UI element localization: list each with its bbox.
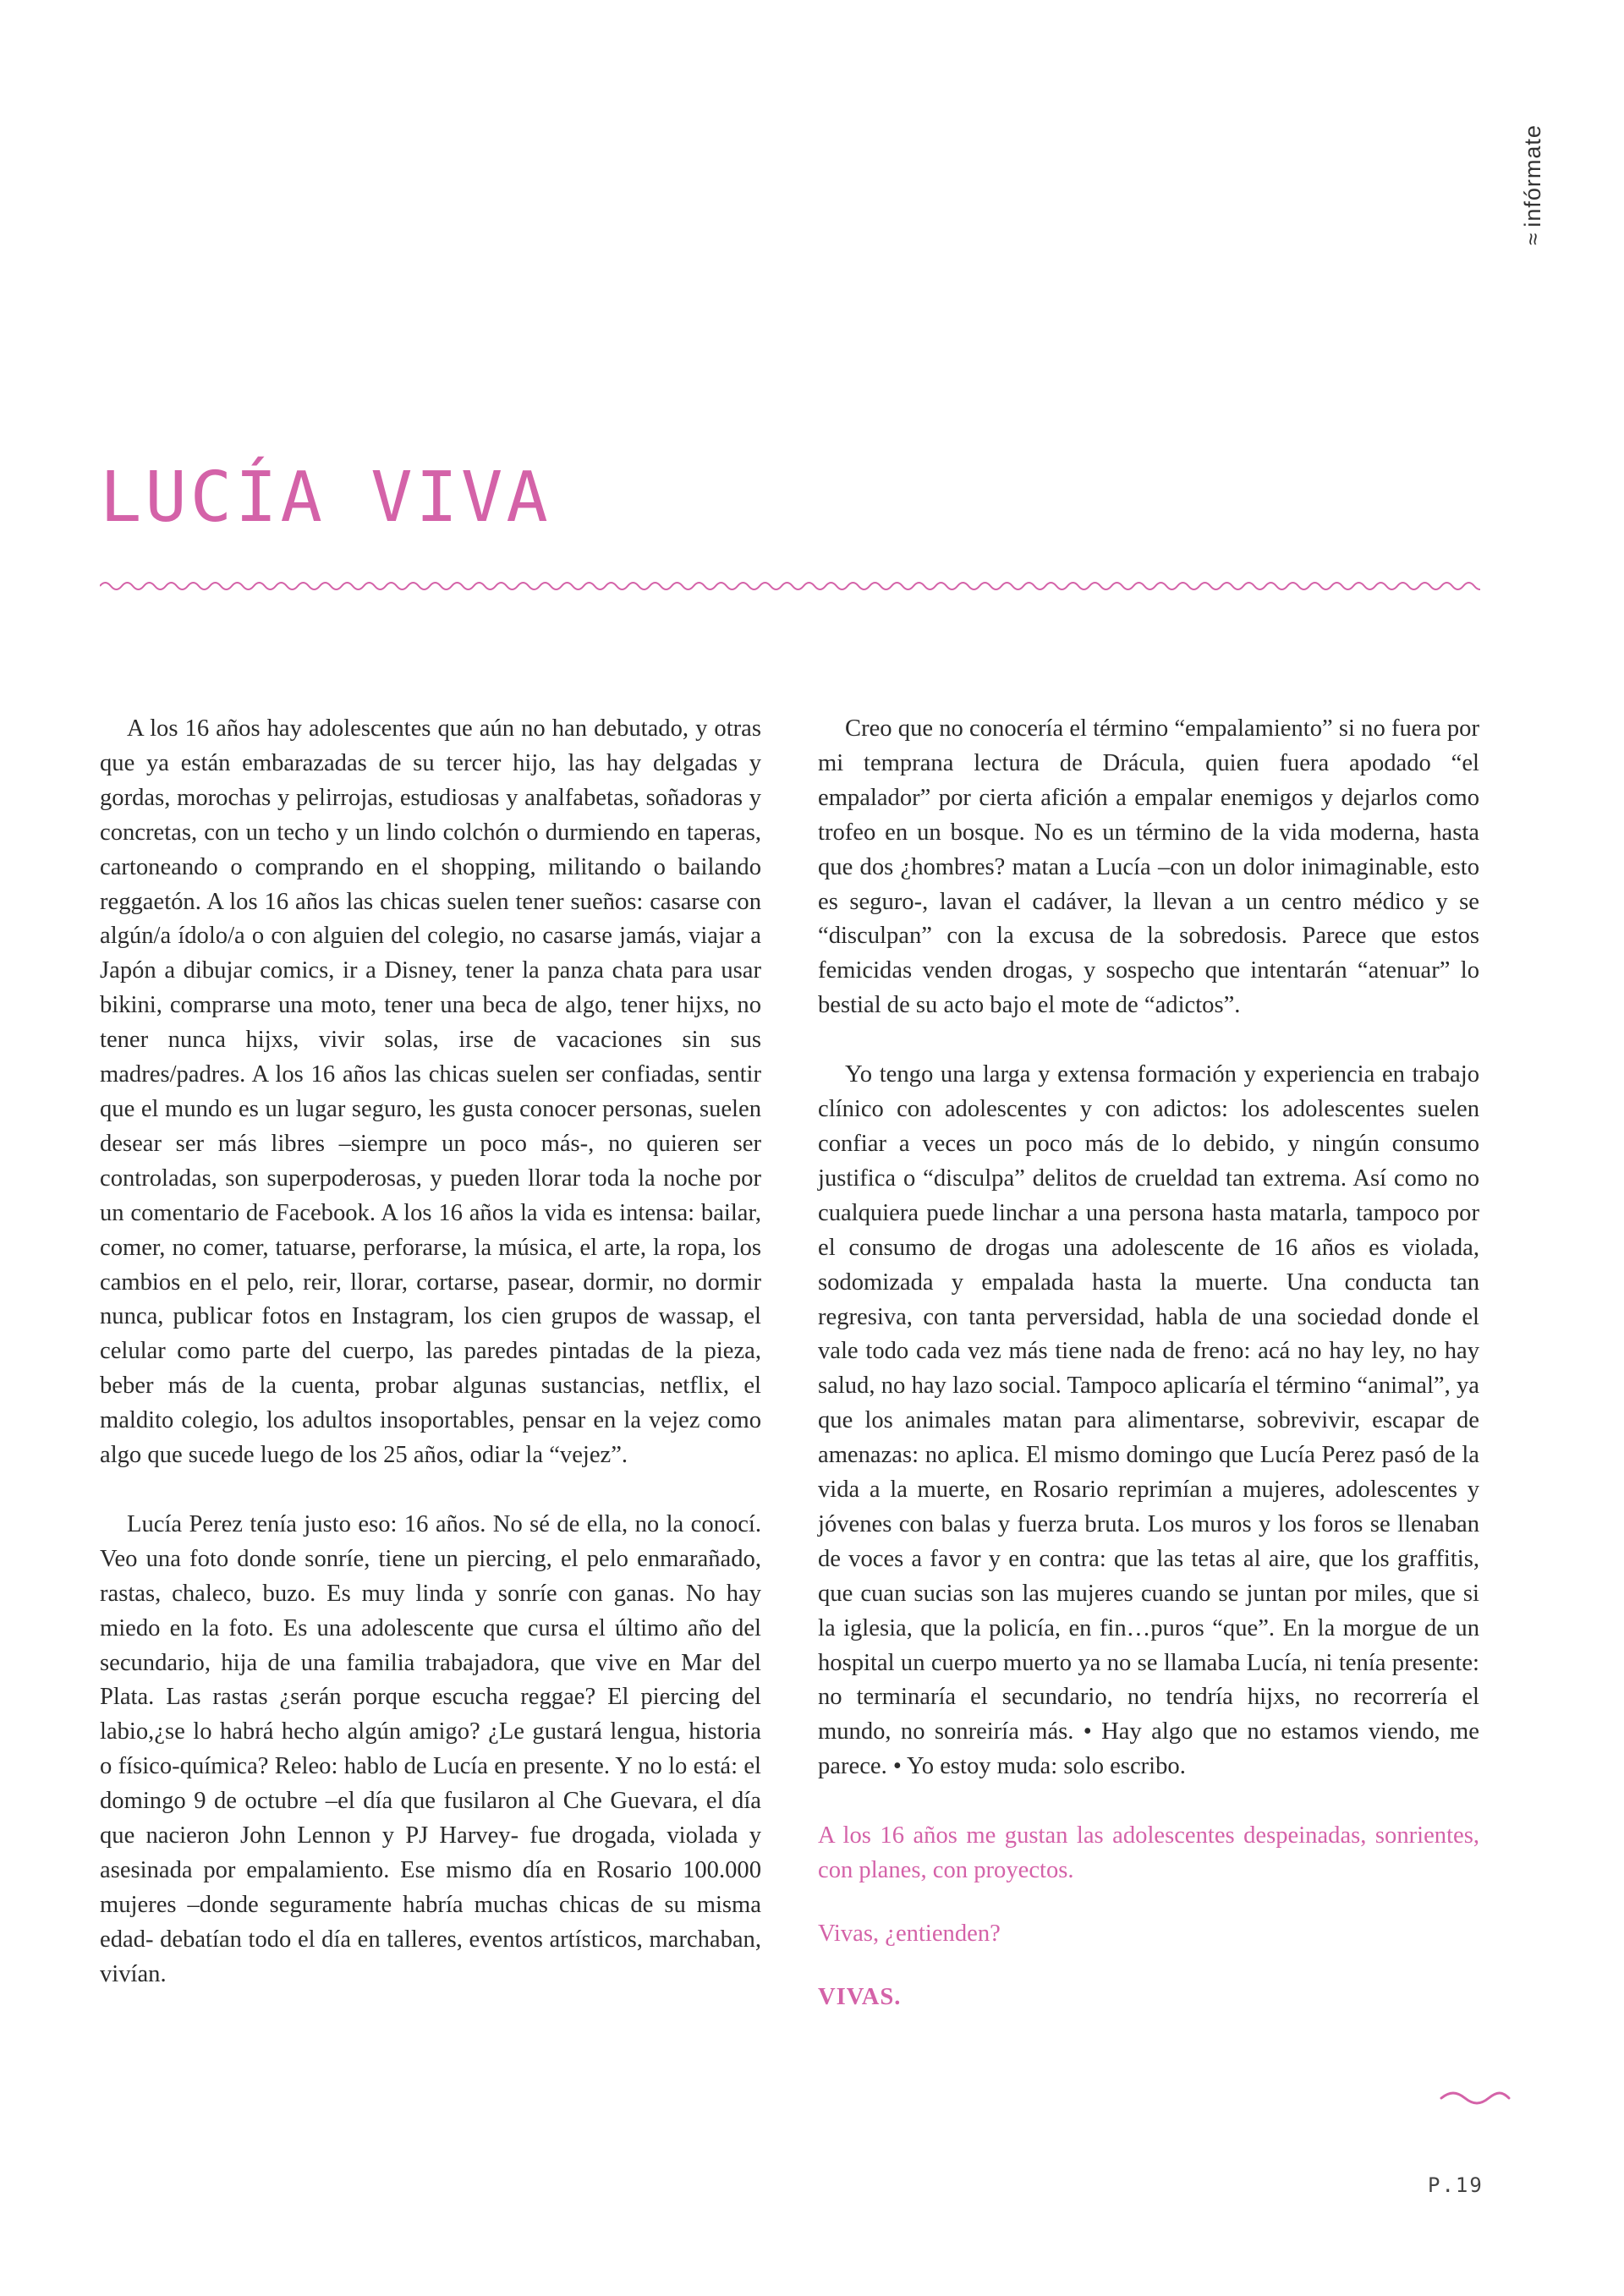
paragraph-clinical: Yo tengo una larga y extensa formación y experiencia en trabajo clínico con adolescentes y con adictos: los adolescentes suelen confiar a veces un poco más de lo debido, y ningún consumo justifica o “disculpa” delitos de crueldad tan extrema. Así como no cualquiera puede linchar a una persona hasta matarla, tampoco por el consumo de drogas una adolescente de 16 años es violada, sodomizada y empalada hasta la muerte. Una conducta tan regresiva, con tanta perversidad, habla de una sociedad donde el vale todo cada vez más tiene nada de freno: acá no hay ley, no hay salud, no hay lazo social. Tampoco aplicaría el término “animal”, ya que los animales matan para alimentarse, sobrevivir, escapar de amenazas: no aplica. El mismo domingo que Lucía Perez pasó de la vida a la muerte, en Rosario reprimían a mujeres, adolescentes y jóvenes con balas y fuerza bruta. Los muros y los foros se llenaban de voces a favor y en contra: que las tetas al aire, que los graffitis, que cuan sucias son las mujeres cuando se juntan por miles, que si la iglesia, que la policía, en fin…puros “que”. En la morgue de un hospital un cuerpo muerto ya no se llamaba Lucía, ni tenía presente: no terminaría el secundario, no tendría hijxs, no recorrería el mundo, no sonreiría más. • Hay algo que no estamos viendo, me parece. • Yo estoy muda: solo escribo. (818, 1061, 1479, 1780)
paragraph-intro: A los 16 años hay adolescentes que aún no han debutado, y otras que ya están embarazadas de su tercer hijo, las hay delgadas y gordas, morochas y pelirrojas, estudiosas y analfabetas, soñadoras y concretas, con un techo y un lindo colchón o durmiendo en taperas, cartoneando o comprando en el shopping, militando o bailando reggaetón. A los 16 años las chicas suelen tener sueños: casarse con algún/a ídolo/a o con alguien del colegio, no casarse jamás, viajar a Japón a dibujar comics, ir a Disney, tener la panza chata para usar bikini, comprarse una moto, tener una beca de algo, tener hijxs, no tener nunca hijxs, vivir solas, irse de vacaciones sin sus madres/padres. A los 16 años las chicas suelen ser confiadas, sentir que el mundo es un lugar seguro, les gusta conocer personas, suelen desear ser más libres –siempre un poco más-, no quieren ser controladas, son superpoderosas, y pueden llorar toda la noche por un comentario de Facebook. A los 16 años la vida es intensa: bailar, comer, no comer, tatuarse, perforarse, la música, el arte, la ropa, los cambios en el pelo, reir, llorar, cortarse, pasear, dormir, no dormir nunca, publicar fotos en Instagram, los cien grupos de wassap, el celular como parte del cuerpo, las paredes pintadas de la pieza, beber más de la cuenta, probar algunas sustancias, netflix, el maldito colegio, los adultos insoportables, pensar en la vejez como algo que sucede luego de los 25 años, odiar la “vejez”. (100, 715, 761, 1469)
title-wave-divider (100, 577, 1480, 595)
section-tag (1514, 100, 1551, 269)
closing-paragraph: A los 16 años me gustan las adolescentes despeinadas, sonrientes, con planes, con proyectos. (818, 1822, 1479, 1884)
section-tag-text (1520, 124, 1546, 245)
section-label: infórmate (1519, 123, 1545, 227)
end-wave-icon (1440, 2090, 1511, 2107)
paragraph-lucia: Lucía Perez tenía justo eso: 16 años. No sé de ella, no la conocí. Veo una foto donde sonríe, tiene un piercing, el pelo enmarañado, rastas, chaleco, buzo. Es muy linda y sonríe con ganas. No hay miedo en la foto. Es una adolescente que cursa el último año del secundario, hija de una familia trabajadora, que vive en Mar del Plata. Las rastas ¿serán porque escucha reggae? El piercing del labio,¿se lo habrá hecho algún amigo? ¿Le gustará lengua, historia o físico-química? Releo: hablo de Lucía en presente. Y no lo está: el domingo 9 de octubre –el día que fusilaron al Che Guevara, el día que nacieron John Lennon y PJ Harvey- fue drogada, violada y asesinada por empalamiento. Ese mismo día en Rosario 100.000 mujeres –donde seguramente habría muchas chicas de su misma edad- debatían todo el día en talleres, eventos artísticos, marchaban, vivían. (100, 1510, 761, 1987)
page-title: LUCÍA VIVA (100, 458, 551, 538)
right-column (818, 712, 1479, 2050)
left-column (100, 712, 761, 2027)
paragraph-empalamiento: Creo que no conocería el término “empalamiento” si no fuera por mi temprana lectura de Drácula, quien fuera apodado “el empalador” por cierta afición a empalar enemigos y dejarlos como trofeo en un bosque. No es un término de la vida moderna, hasta que dos ¿hombres? matan a Lucía –con un dolor inimaginable, esto es seguro-, lavan el cadáver, la llevan a un centro médico y se “disculpan” con la excusa de la sobredosis. Parece que estos femicidas venden drogas, y sospecho que intentarán “atenuar” lo bestial de su acto bajo el mote de “adictos”. (818, 715, 1479, 1019)
page-number: P.19 (1428, 2173, 1484, 2197)
closing-vivas: VIVAS. (818, 1983, 902, 2010)
closing-question: Vivas, ¿entienden? (818, 1921, 1001, 1947)
approx-icon: ≈ (1519, 232, 1545, 245)
